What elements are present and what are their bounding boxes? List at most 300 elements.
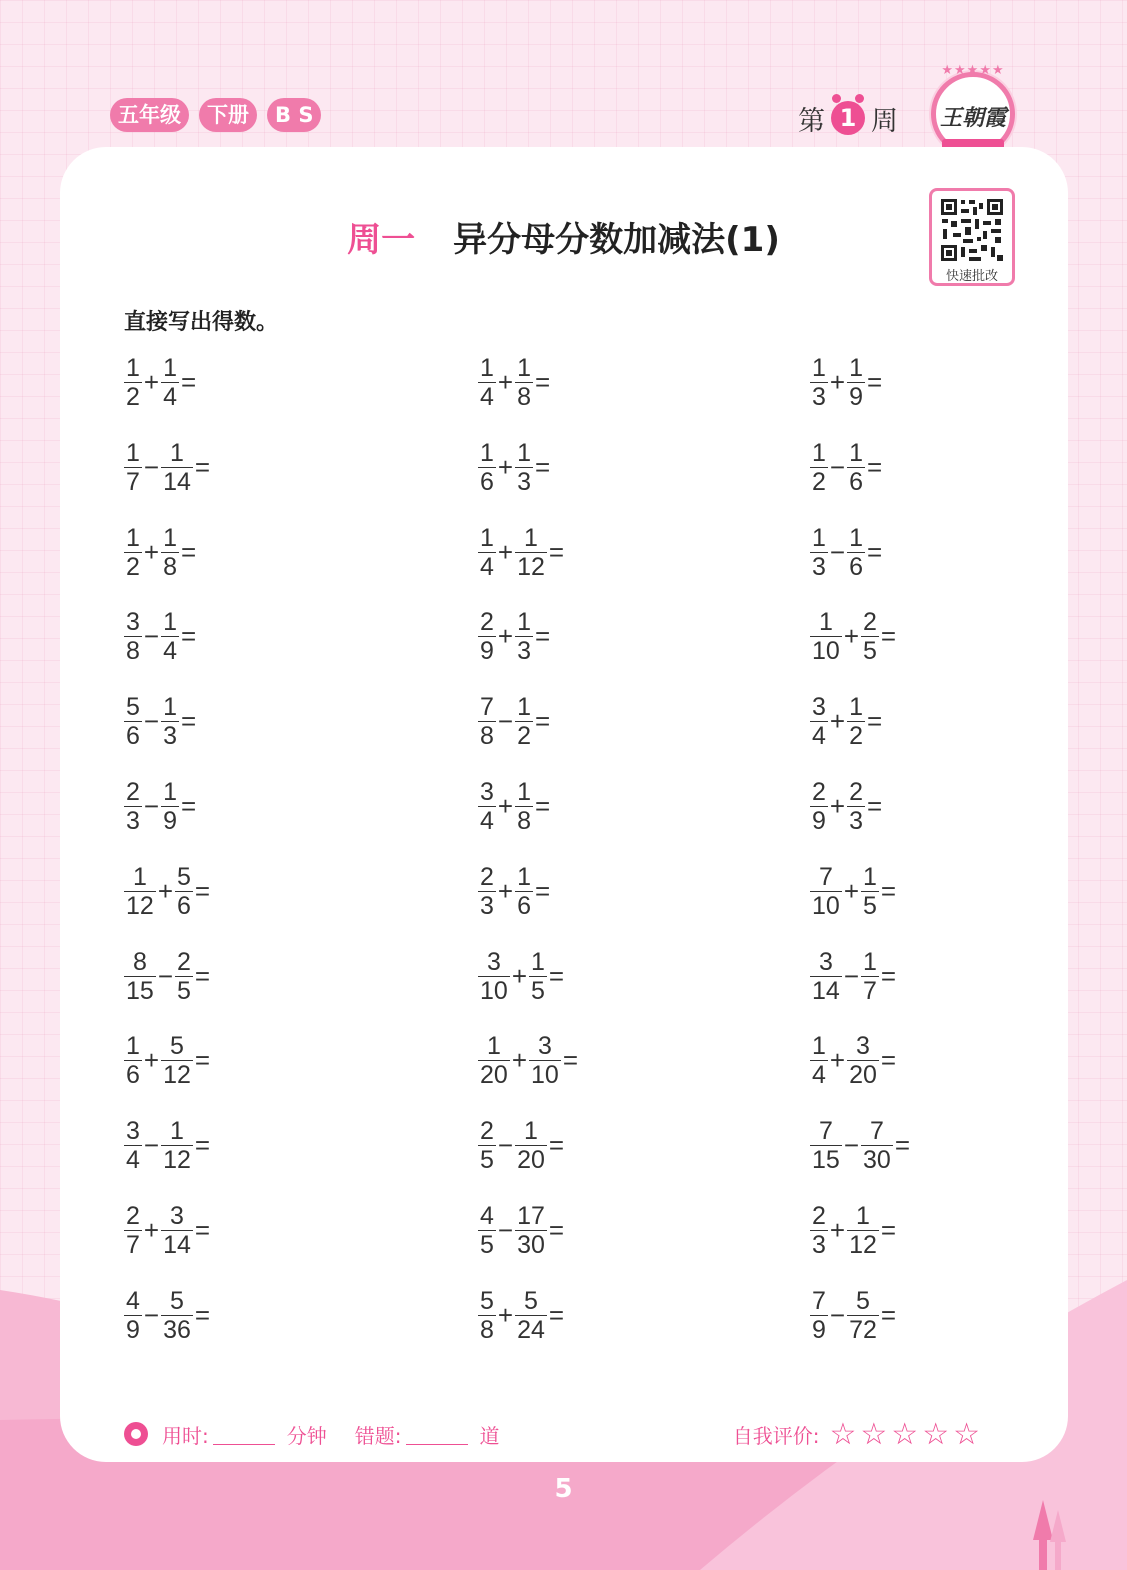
- denominator: 3: [480, 891, 494, 920]
- fraction: [810, 863, 842, 920]
- numerator: 1: [170, 1116, 184, 1145]
- fraction: [810, 608, 842, 665]
- numerator: 1: [812, 353, 826, 382]
- denominator: 4: [126, 1145, 140, 1174]
- seal-stars-icon: ★★★★★: [941, 63, 1005, 78]
- operator: −: [843, 960, 859, 991]
- denominator: 4: [480, 552, 494, 581]
- denominator: 24: [517, 1315, 545, 1344]
- denominator: 4: [163, 636, 177, 665]
- denominator: 7: [126, 1230, 140, 1259]
- numerator: 1: [517, 438, 531, 467]
- fraction: [124, 608, 142, 665]
- denominator: 6: [480, 467, 494, 496]
- fraction: [124, 863, 156, 920]
- fraction: [478, 1287, 496, 1344]
- fraction-problem: [810, 601, 896, 671]
- denominator: 4: [163, 382, 177, 411]
- fraction-problem: [478, 517, 564, 587]
- fraction: [529, 948, 547, 1005]
- time-input-blank[interactable]: [213, 1423, 275, 1445]
- denominator: 8: [480, 721, 494, 750]
- denominator: 3: [163, 721, 177, 750]
- numerator: 3: [856, 1031, 870, 1060]
- denominator: 3: [812, 382, 826, 411]
- fraction: [161, 1117, 193, 1174]
- operator: +: [843, 620, 859, 651]
- denominator: 15: [812, 1145, 840, 1174]
- numerator: 1: [818, 607, 833, 636]
- operator: +: [143, 1044, 160, 1075]
- numerator: 5: [177, 862, 191, 891]
- fraction-problem: [124, 856, 210, 926]
- numerator: 1: [126, 523, 140, 552]
- numerator: 8: [132, 947, 147, 976]
- denominator: 10: [812, 891, 840, 920]
- fraction-problem: [124, 347, 196, 417]
- operator: +: [497, 1299, 514, 1330]
- numerator: 1: [517, 862, 531, 891]
- numerator: 1: [524, 1116, 538, 1145]
- denominator: 7: [863, 976, 877, 1005]
- denominator: 9: [812, 1315, 826, 1344]
- numerator: 3: [812, 692, 826, 721]
- qr-label: 快速批改: [945, 269, 998, 284]
- denominator: 9: [480, 636, 494, 665]
- equals-sign: =: [548, 536, 565, 567]
- numerator: 1: [163, 692, 177, 721]
- fraction: [861, 863, 879, 920]
- denominator: 3: [517, 467, 531, 496]
- denominator: 12: [126, 891, 154, 920]
- denominator: 8: [517, 382, 531, 411]
- numerator: 1: [863, 862, 877, 891]
- equals-sign: =: [548, 1214, 565, 1245]
- fraction-problem: [478, 1280, 564, 1350]
- numerator: 1: [517, 692, 531, 721]
- numerator: 1: [170, 438, 184, 467]
- numerator: 1: [126, 353, 140, 382]
- fraction-problem: [478, 1025, 578, 1095]
- fraction: [861, 1117, 893, 1174]
- equals-sign: =: [535, 875, 551, 906]
- numerator: 1: [486, 1031, 501, 1060]
- operator: +: [511, 1044, 527, 1075]
- fraction: [124, 778, 142, 835]
- footer-bar: [124, 1418, 984, 1450]
- numerator: 7: [869, 1116, 884, 1145]
- fraction: [810, 439, 828, 496]
- numerator: 3: [537, 1031, 552, 1060]
- fraction-problem: [810, 686, 882, 756]
- fraction: [161, 524, 179, 581]
- fraction-problem: [478, 601, 550, 671]
- operator: +: [143, 366, 160, 397]
- denominator: 6: [126, 721, 140, 750]
- fraction: [515, 608, 533, 665]
- equals-sign: =: [181, 366, 197, 397]
- fraction-problem: [478, 347, 550, 417]
- operator: −: [157, 960, 173, 991]
- numerator: 2: [480, 862, 494, 891]
- fraction: [124, 1287, 142, 1344]
- numerator: 1: [524, 523, 538, 552]
- fraction-problem: [478, 1110, 564, 1180]
- fraction: [124, 948, 156, 1005]
- operator: −: [143, 451, 160, 482]
- operator: +: [497, 620, 514, 651]
- numerator: 2: [480, 607, 494, 636]
- fraction: [847, 693, 865, 750]
- week-indicator: [798, 96, 898, 140]
- fraction-problem: [478, 856, 550, 926]
- denominator: 14: [812, 976, 840, 1005]
- fraction: [161, 439, 193, 496]
- equals-sign: =: [194, 451, 211, 482]
- denominator: 4: [812, 1060, 826, 1089]
- equals-sign: =: [548, 1129, 565, 1160]
- equals-sign: =: [894, 1129, 910, 1160]
- numerator: 1: [163, 607, 177, 636]
- fraction: [161, 1287, 193, 1344]
- numerator: 2: [812, 1201, 826, 1230]
- numerator: 1: [812, 1031, 826, 1060]
- fraction-problem: [124, 941, 210, 1011]
- denominator: 8: [480, 1315, 494, 1344]
- equals-sign: =: [181, 536, 197, 567]
- operator: −: [829, 451, 846, 482]
- title-text: 异分母分数加减法(1): [453, 220, 780, 260]
- fraction: [478, 608, 496, 665]
- numerator: 7: [818, 1116, 833, 1145]
- numerator: 1: [126, 438, 140, 467]
- fraction: [515, 1202, 547, 1259]
- numerator: 4: [480, 1201, 494, 1230]
- fraction-problem: [124, 686, 196, 756]
- fraction: [810, 1117, 842, 1174]
- numerator: 1: [517, 353, 531, 382]
- equals-sign: =: [181, 620, 197, 651]
- denominator: 4: [480, 806, 494, 835]
- numerator: 1: [849, 438, 863, 467]
- operator: +: [497, 875, 514, 906]
- denominator: 30: [517, 1230, 545, 1259]
- fraction-problem: [478, 432, 550, 502]
- fraction: [161, 608, 179, 665]
- denominator: 2: [517, 721, 531, 750]
- operator: +: [829, 790, 846, 821]
- edition-tag: B S: [267, 98, 321, 132]
- denominator: 72: [849, 1315, 877, 1344]
- numerator: 1: [163, 353, 177, 382]
- denominator: 5: [863, 636, 877, 665]
- numerator: 3: [480, 777, 494, 806]
- seal-text: 王朝霞: [939, 105, 1006, 131]
- denominator: 6: [849, 467, 863, 496]
- denominator: 5: [177, 976, 191, 1005]
- denominator: 20: [480, 1060, 508, 1089]
- denominator: 10: [480, 976, 508, 1005]
- equals-sign: =: [194, 960, 211, 991]
- fraction: [175, 948, 193, 1005]
- fraction: [847, 354, 865, 411]
- numerator: 2: [863, 607, 877, 636]
- equals-sign: =: [562, 1044, 578, 1075]
- equals-sign: =: [194, 1044, 211, 1075]
- equals-sign: =: [535, 620, 551, 651]
- equals-sign: =: [181, 790, 197, 821]
- equals-sign: =: [194, 875, 211, 906]
- errors-unit: 道: [479, 1423, 500, 1448]
- fraction-problem: [810, 1280, 896, 1350]
- fraction: [161, 1202, 193, 1259]
- fraction-problem: [810, 1025, 896, 1095]
- equals-sign: =: [194, 1299, 211, 1330]
- numerator: 5: [480, 1286, 494, 1315]
- operator: +: [829, 705, 846, 736]
- denominator: 9: [849, 382, 863, 411]
- denominator: 9: [126, 1315, 140, 1344]
- operator: +: [829, 1044, 846, 1075]
- fraction: [161, 354, 179, 411]
- numerator: 2: [480, 1116, 494, 1145]
- numerator: 2: [177, 947, 191, 976]
- numerator: 5: [524, 1286, 538, 1315]
- equals-sign: =: [867, 451, 883, 482]
- fraction: [478, 439, 496, 496]
- equals-sign: =: [548, 960, 565, 991]
- operator: −: [497, 1214, 514, 1245]
- operator: +: [143, 1214, 160, 1245]
- fraction-problem: [124, 1195, 210, 1265]
- fraction-problem: [124, 1025, 210, 1095]
- fraction: [515, 354, 533, 411]
- fraction: [161, 778, 179, 835]
- fraction: [478, 1202, 496, 1259]
- stopwatch-icon: [124, 1422, 148, 1446]
- week-number-badge: 1: [831, 101, 865, 135]
- numerator: 2: [126, 1201, 140, 1230]
- volume-tag: 下册: [199, 98, 257, 132]
- fraction: [847, 778, 865, 835]
- fraction-problem: [124, 517, 196, 587]
- fraction-problem: [124, 1280, 210, 1350]
- equals-sign: =: [880, 960, 897, 991]
- fraction: [810, 778, 828, 835]
- numerator: 4: [126, 1286, 140, 1315]
- numerator: 1: [163, 523, 177, 552]
- numerator: 1: [863, 947, 877, 976]
- equals-sign: =: [867, 366, 883, 397]
- numerator: 1: [812, 523, 826, 552]
- fraction: [847, 524, 865, 581]
- denominator: 3: [812, 552, 826, 581]
- fraction: [861, 948, 879, 1005]
- fraction: [810, 1202, 828, 1259]
- fraction-problem: [478, 941, 564, 1011]
- denominator: 3: [126, 806, 140, 835]
- denominator: 6: [177, 891, 191, 920]
- fraction: [478, 863, 496, 920]
- instruction-text: 直接写出得数。: [124, 310, 279, 335]
- operator: +: [843, 875, 859, 906]
- fraction: [515, 439, 533, 496]
- fraction-problem: [124, 1110, 210, 1180]
- fraction: [478, 1117, 496, 1174]
- operator: −: [143, 1299, 160, 1330]
- numerator: 3: [486, 947, 501, 976]
- numerator: 1: [856, 1201, 870, 1230]
- denominator: 14: [163, 1230, 191, 1259]
- fraction: [847, 1202, 879, 1259]
- fraction: [810, 1287, 828, 1344]
- operator: −: [829, 1299, 846, 1330]
- rating-stars[interactable]: ☆☆☆☆☆: [829, 1416, 984, 1452]
- equals-sign: =: [535, 366, 551, 397]
- denominator: 2: [849, 721, 863, 750]
- denominator: 14: [163, 467, 191, 496]
- fraction: [515, 693, 533, 750]
- numerator: 3: [170, 1201, 184, 1230]
- operator: +: [497, 536, 514, 567]
- fraction-problem: [810, 1110, 910, 1180]
- operator: −: [143, 790, 160, 821]
- operator: +: [829, 1214, 846, 1245]
- denominator: 10: [531, 1060, 559, 1089]
- fraction: [175, 863, 193, 920]
- numerator: 2: [126, 777, 140, 806]
- fraction-problem: [478, 1195, 564, 1265]
- numerator: 1: [849, 353, 863, 382]
- fraction-problem: [478, 771, 550, 841]
- numerator: 7: [812, 1286, 826, 1315]
- equals-sign: =: [880, 620, 897, 651]
- equals-sign: =: [194, 1214, 211, 1245]
- fraction: [161, 693, 179, 750]
- numerator: 3: [818, 947, 833, 976]
- fraction: [478, 778, 496, 835]
- fraction: [810, 1032, 828, 1089]
- fraction: [515, 863, 533, 920]
- fraction-problem: [810, 856, 896, 926]
- brand-seal-logo: [931, 63, 1015, 156]
- operator: −: [497, 705, 514, 736]
- operator: +: [511, 960, 527, 991]
- fraction: [847, 439, 865, 496]
- fraction: [515, 1287, 547, 1344]
- fraction: [515, 1117, 547, 1174]
- denominator: 4: [480, 382, 494, 411]
- operator: −: [497, 1129, 514, 1160]
- fraction: [478, 948, 510, 1005]
- fraction-problem: [810, 1195, 896, 1265]
- fraction-problem: [810, 347, 882, 417]
- week-prefix: 第: [798, 105, 825, 137]
- denominator: 4: [812, 721, 826, 750]
- operator: +: [497, 366, 514, 397]
- operator: −: [843, 1129, 859, 1160]
- errors-label: 错题:: [354, 1423, 402, 1448]
- denominator: 10: [812, 636, 840, 665]
- denominator: 20: [849, 1060, 877, 1089]
- fraction: [478, 524, 496, 581]
- operator: −: [829, 536, 846, 567]
- numerator: 1: [480, 353, 494, 382]
- numerator: 1: [812, 438, 826, 467]
- denominator: 30: [863, 1145, 891, 1174]
- numerator: 1: [517, 777, 531, 806]
- fraction-problem: [124, 601, 196, 671]
- operator: +: [829, 366, 846, 397]
- equals-sign: =: [535, 790, 551, 821]
- fraction: [478, 1032, 510, 1089]
- fraction: [861, 608, 879, 665]
- fraction: [124, 1202, 142, 1259]
- equals-sign: =: [880, 1044, 897, 1075]
- numerator: 17: [517, 1201, 545, 1230]
- fraction: [810, 524, 828, 581]
- fraction: [847, 1032, 879, 1089]
- operator: −: [143, 705, 160, 736]
- page-title: [0, 212, 1127, 261]
- numerator: 1: [480, 438, 494, 467]
- fraction: [515, 778, 533, 835]
- fraction: [124, 1032, 142, 1089]
- numerator: 7: [818, 862, 833, 891]
- denominator: 5: [480, 1230, 494, 1259]
- fraction: [478, 693, 496, 750]
- fraction: [161, 1032, 193, 1089]
- numerator: 5: [170, 1286, 184, 1315]
- denominator: 6: [517, 891, 531, 920]
- fraction: [810, 354, 828, 411]
- operator: −: [143, 620, 160, 651]
- denominator: 12: [849, 1230, 877, 1259]
- denominator: 8: [163, 552, 177, 581]
- equals-sign: =: [867, 536, 883, 567]
- numerator: 1: [163, 777, 177, 806]
- week-suffix: 周: [871, 105, 898, 137]
- fraction: [847, 1287, 879, 1344]
- denominator: 5: [531, 976, 545, 1005]
- denominator: 36: [163, 1315, 191, 1344]
- denominator: 12: [163, 1145, 191, 1174]
- numerator: 5: [856, 1286, 870, 1315]
- equals-sign: =: [867, 705, 883, 736]
- fraction: [124, 354, 142, 411]
- fraction: [810, 948, 842, 1005]
- errors-input-blank[interactable]: [406, 1423, 468, 1445]
- operator: +: [497, 790, 514, 821]
- fraction-problem: [810, 432, 882, 502]
- operator: +: [157, 875, 173, 906]
- denominator: 2: [126, 552, 140, 581]
- numerator: 5: [170, 1031, 184, 1060]
- denominator: 2: [812, 467, 826, 496]
- equals-sign: =: [535, 451, 551, 482]
- numerator: 1: [480, 523, 494, 552]
- equals-sign: =: [880, 875, 897, 906]
- numerator: 7: [480, 692, 494, 721]
- page-number: 5: [554, 1474, 573, 1504]
- denominator: 9: [163, 806, 177, 835]
- denominator: 15: [126, 976, 154, 1005]
- denominator: 5: [480, 1145, 494, 1174]
- fraction-problem: [124, 432, 210, 502]
- fraction: [124, 693, 142, 750]
- numerator: 1: [517, 607, 531, 636]
- denominator: 9: [812, 806, 826, 835]
